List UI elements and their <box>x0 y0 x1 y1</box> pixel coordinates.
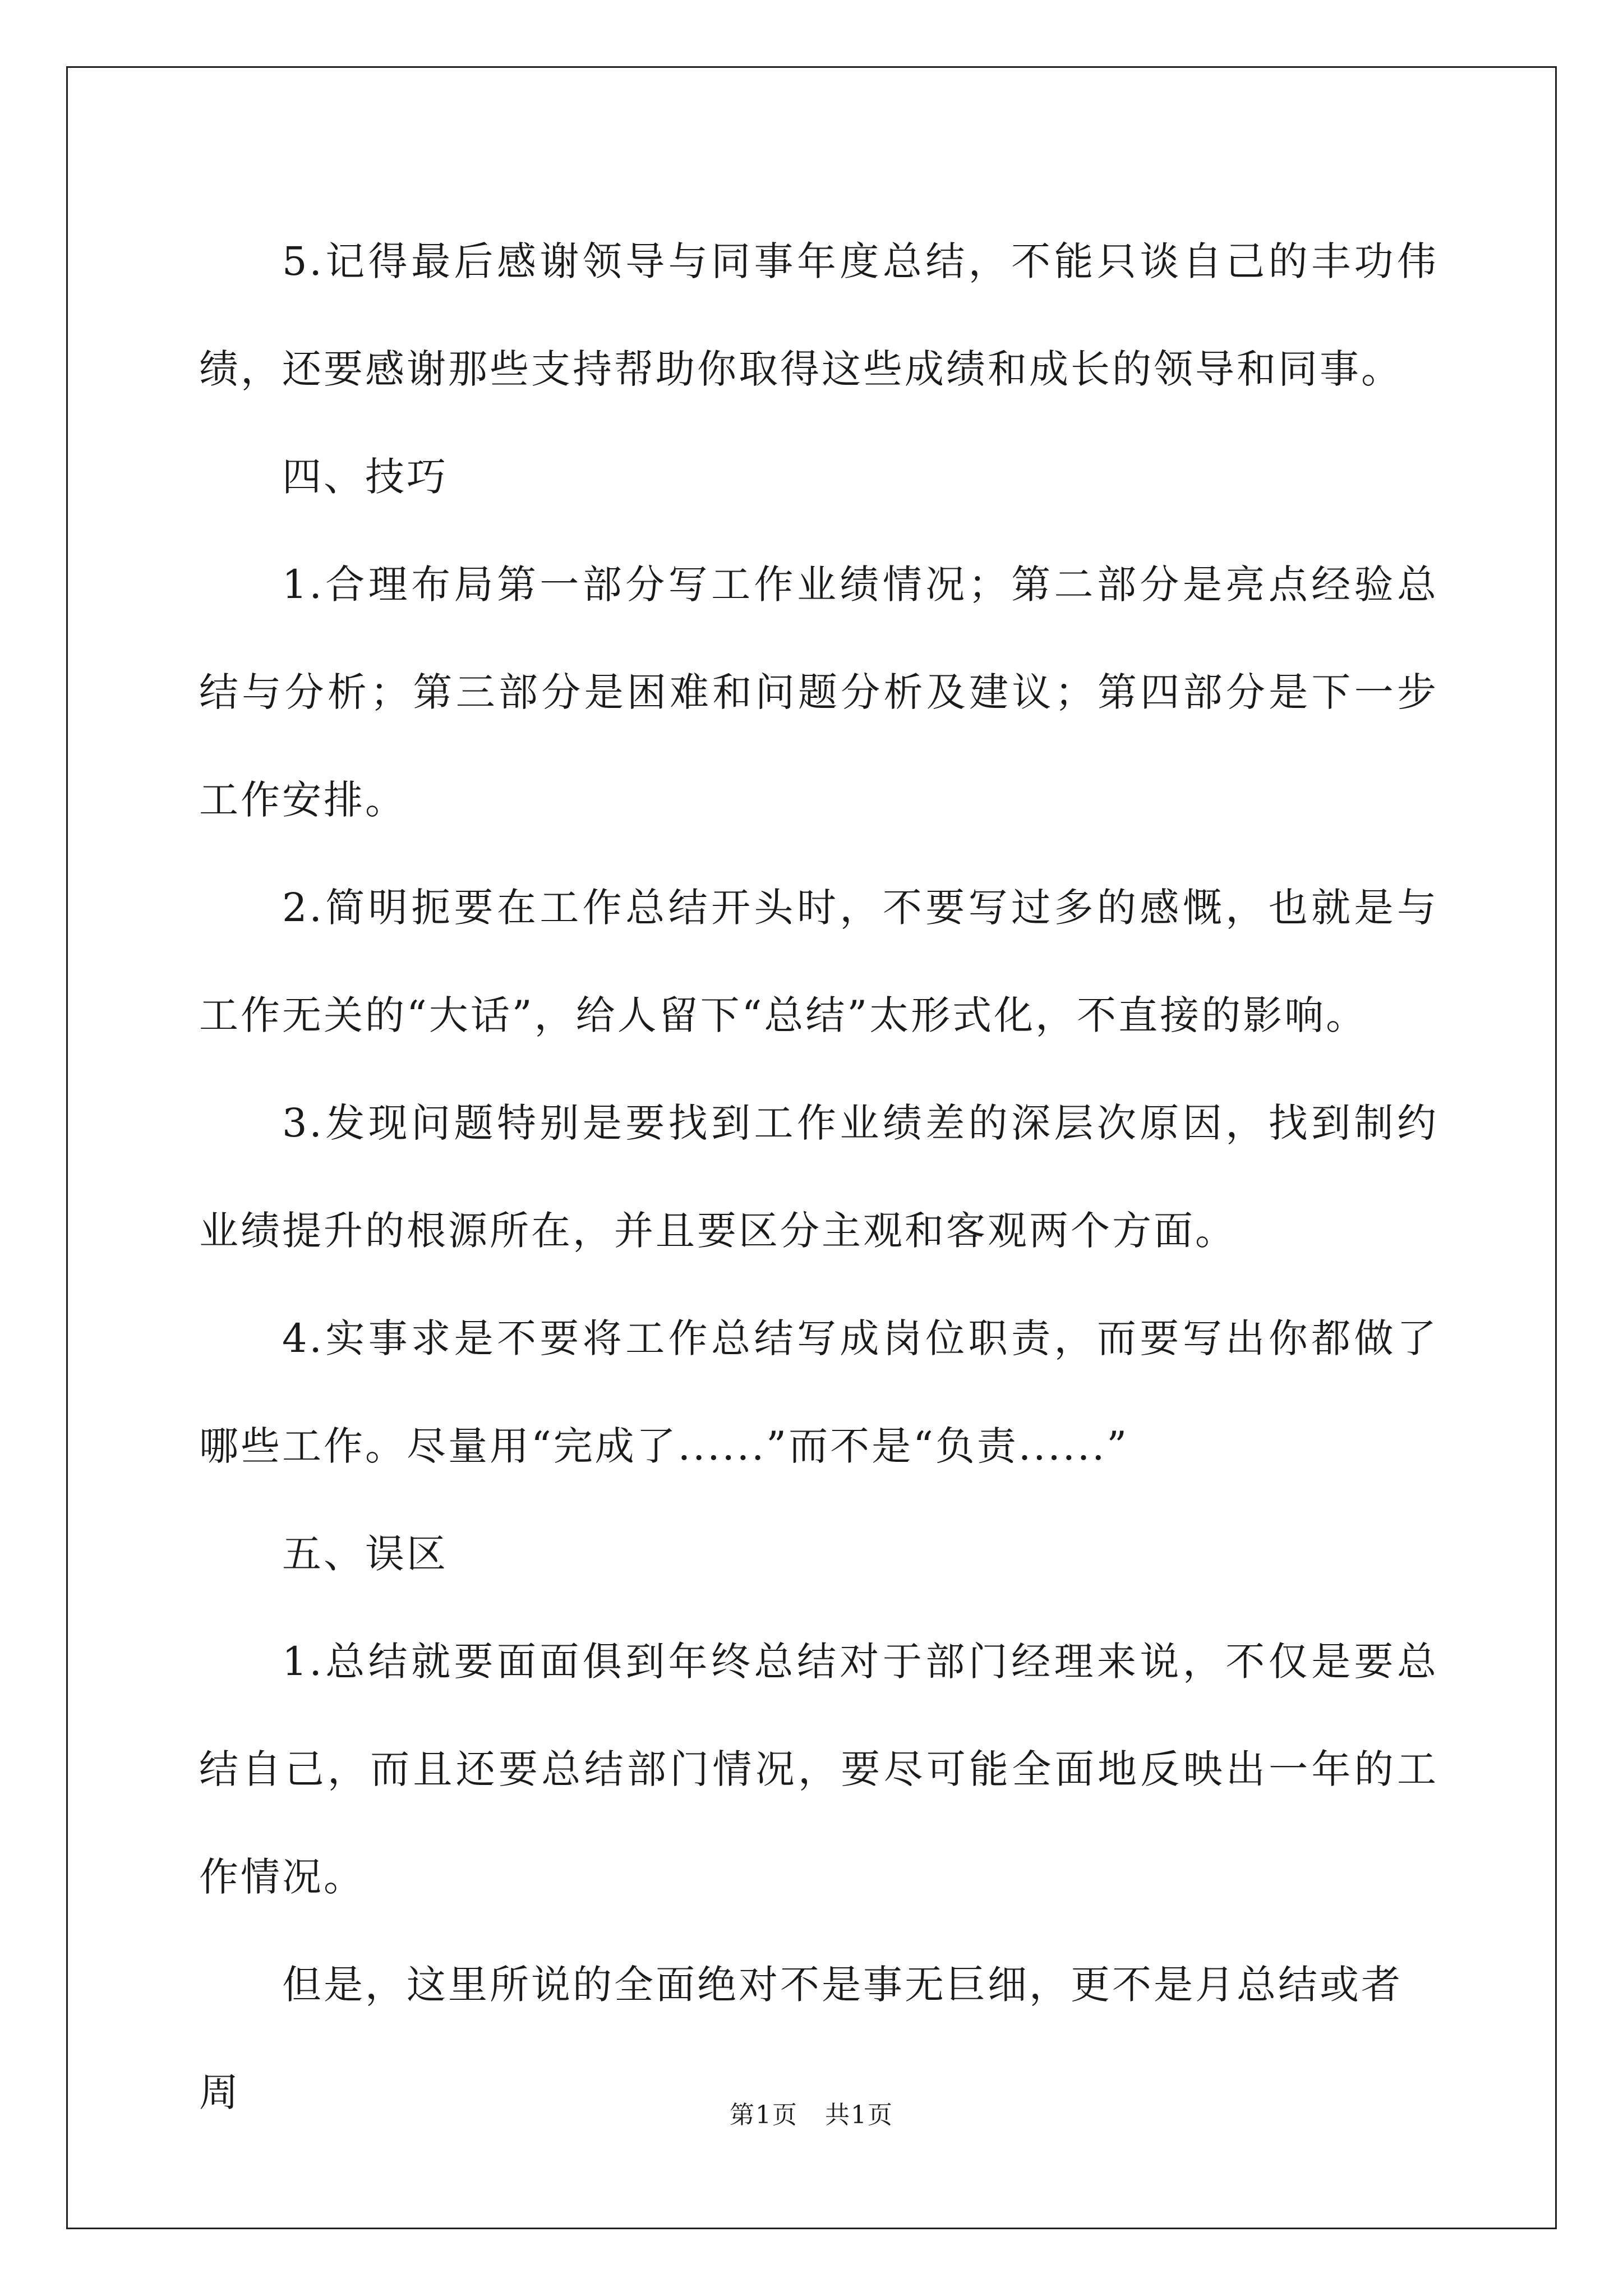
page-total: 共1页 <box>825 2101 893 2129</box>
page-number: 第1页 <box>730 2101 798 2129</box>
paragraph-thanks: 5.记得最后感谢领导与同事年度总结，不能只谈自己的丰功伟绩，还要感谢那些支持帮助你取得这些成绩和成长的领导和同事。 <box>199 238 1438 392</box>
paragraph-problems: 3.发现问题特别是要找到工作业绩差的深层次原因，找到制约业绩提升的根源所在，并且要区分主观和客观两个方面。 <box>199 1100 1438 1254</box>
paragraph-layout: 1.合理布局第一部分写工作业绩情况；第二部分是亮点经验总结与分析；第三部分是困难和问题分析及建议；第四部分是下一步工作安排。 <box>199 562 1438 823</box>
page-footer <box>0 2095 1623 2131</box>
paragraph-facts: 4.实事求是不要将工作总结写成岗位职责，而要写出你都做了哪些工作。尽量用“完成了......”而不是“负责......” <box>199 1315 1438 1469</box>
heading-pitfalls: 五、误区 <box>282 1531 448 1577</box>
document-body <box>199 208 1438 2146</box>
paragraph-however: 但是，这里所说的全面绝对不是事无巨细，更不是月总结或者周 <box>199 1962 1403 2115</box>
paragraph-concise: 2.简明扼要在工作总结开头时，不要写过多的感慨，也就是与工作无关的“大话”，给人留下“总结”太形式化，不直接的影响。 <box>199 885 1438 1038</box>
heading-techniques: 四、技巧 <box>282 454 448 500</box>
paragraph-comprehensive: 1.总结就要面面俱到年终总结对于部门经理来说，不仅是要总结自己，而且还要总结部门情况，要尽可能全面地反映出一年的工作情况。 <box>199 1639 1438 1900</box>
